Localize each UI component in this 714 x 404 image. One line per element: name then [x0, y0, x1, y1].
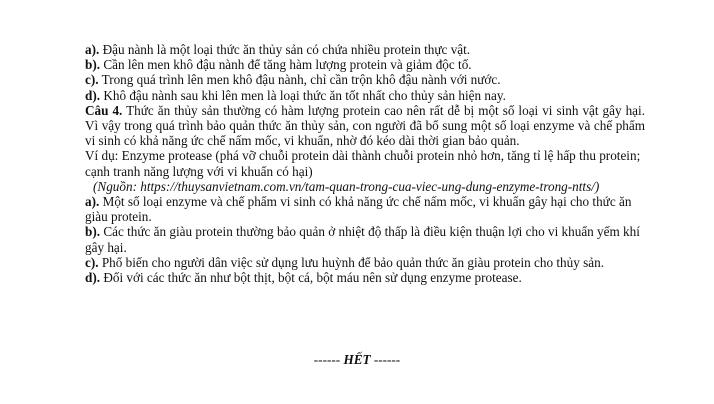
q4-option-a — [85, 194, 645, 224]
option-text: Một số loại enzyme và chế phẩm vi sinh có khả năng ức chế nấm mốc, vi khuẩn gây hại cho thức ăn giàu protein. — [85, 194, 632, 225]
document-content — [85, 42, 645, 285]
q3-option-a — [85, 42, 645, 57]
option-label: b). — [85, 57, 101, 73]
question-label: Câu 4. — [85, 102, 123, 118]
option-label: b). — [85, 224, 101, 240]
end-marker — [0, 352, 714, 368]
q4-option-b — [85, 224, 645, 254]
option-label: a). — [85, 194, 100, 210]
option-text: Đối với các thức ăn như bột thịt, bột cá, bột máu nên sử dụng enzyme protease. — [100, 270, 522, 286]
end-text: HẾT — [343, 352, 371, 367]
end-dashes-left: ------ — [313, 352, 344, 367]
q3-option-d — [85, 88, 645, 103]
option-label: c). — [85, 254, 99, 270]
q3-option-c — [85, 72, 645, 87]
option-text: Đậu nành là một loại thức ăn thủy sản có chứa nhiều protein thực vật. — [99, 42, 471, 57]
q4-option-d — [85, 270, 645, 285]
option-label: c). — [85, 72, 99, 88]
question-text: Thức ăn thủy sản thường có hàm lượng protein cao nên rất dễ bị một số loại vi sinh vật gây hại. Vì vậy trong quá trình bảo quản thức ăn thủy sản, con người đã bổ sung một số loại enzyme và chế phẩm vi sinh có khả năng ức chế nấm mốc, vi khuẩn, nhờ đó kéo dài thời gian bảo quản. — [85, 102, 645, 149]
option-label: d). — [85, 270, 101, 286]
q4-stem — [85, 103, 645, 149]
q3-option-b — [85, 57, 645, 72]
q4-example: Ví dụ: Enzyme protease (phá vỡ chuỗi protein dài thành chuỗi protein nhỏ hơn, tăng tỉ lệ hấp thu protein; cạnh tranh năng lượng với vi khuẩn có hại) — [85, 148, 641, 179]
option-text: Khô đậu nành sau khi lên men là loại thức ăn tốt nhất cho thủy sản hiện nay. — [100, 87, 506, 103]
end-dashes-right: ------ — [370, 352, 401, 367]
option-text: Trong quá trình lên men khô đậu nành, chỉ cần trộn khô đậu nành với nước. — [98, 72, 501, 88]
option-label: d). — [85, 87, 101, 103]
q4-option-c — [85, 255, 645, 270]
option-text: Các thức ăn giàu protein thường bảo quản ở nhiệt độ thấp là điều kiện thuận lợi cho vi khuẩn yếm khí gây hại. — [85, 224, 640, 255]
option-label: a). — [85, 42, 100, 57]
q4-source: (Nguồn: https://thuysanvietnam.com.vn/tam-quan-trong-cua-viec-ung-dung-enzyme-trong-ntts/) — [93, 178, 600, 194]
option-text: Cần lên men khô đậu nành để tăng hàm lượng protein và giảm độc tố. — [100, 57, 472, 73]
option-text: Phổ biến cho người dân việc sử dụng lưu huỳnh để bảo quản thức ăn giàu protein cho thủy sản. — [98, 254, 605, 270]
